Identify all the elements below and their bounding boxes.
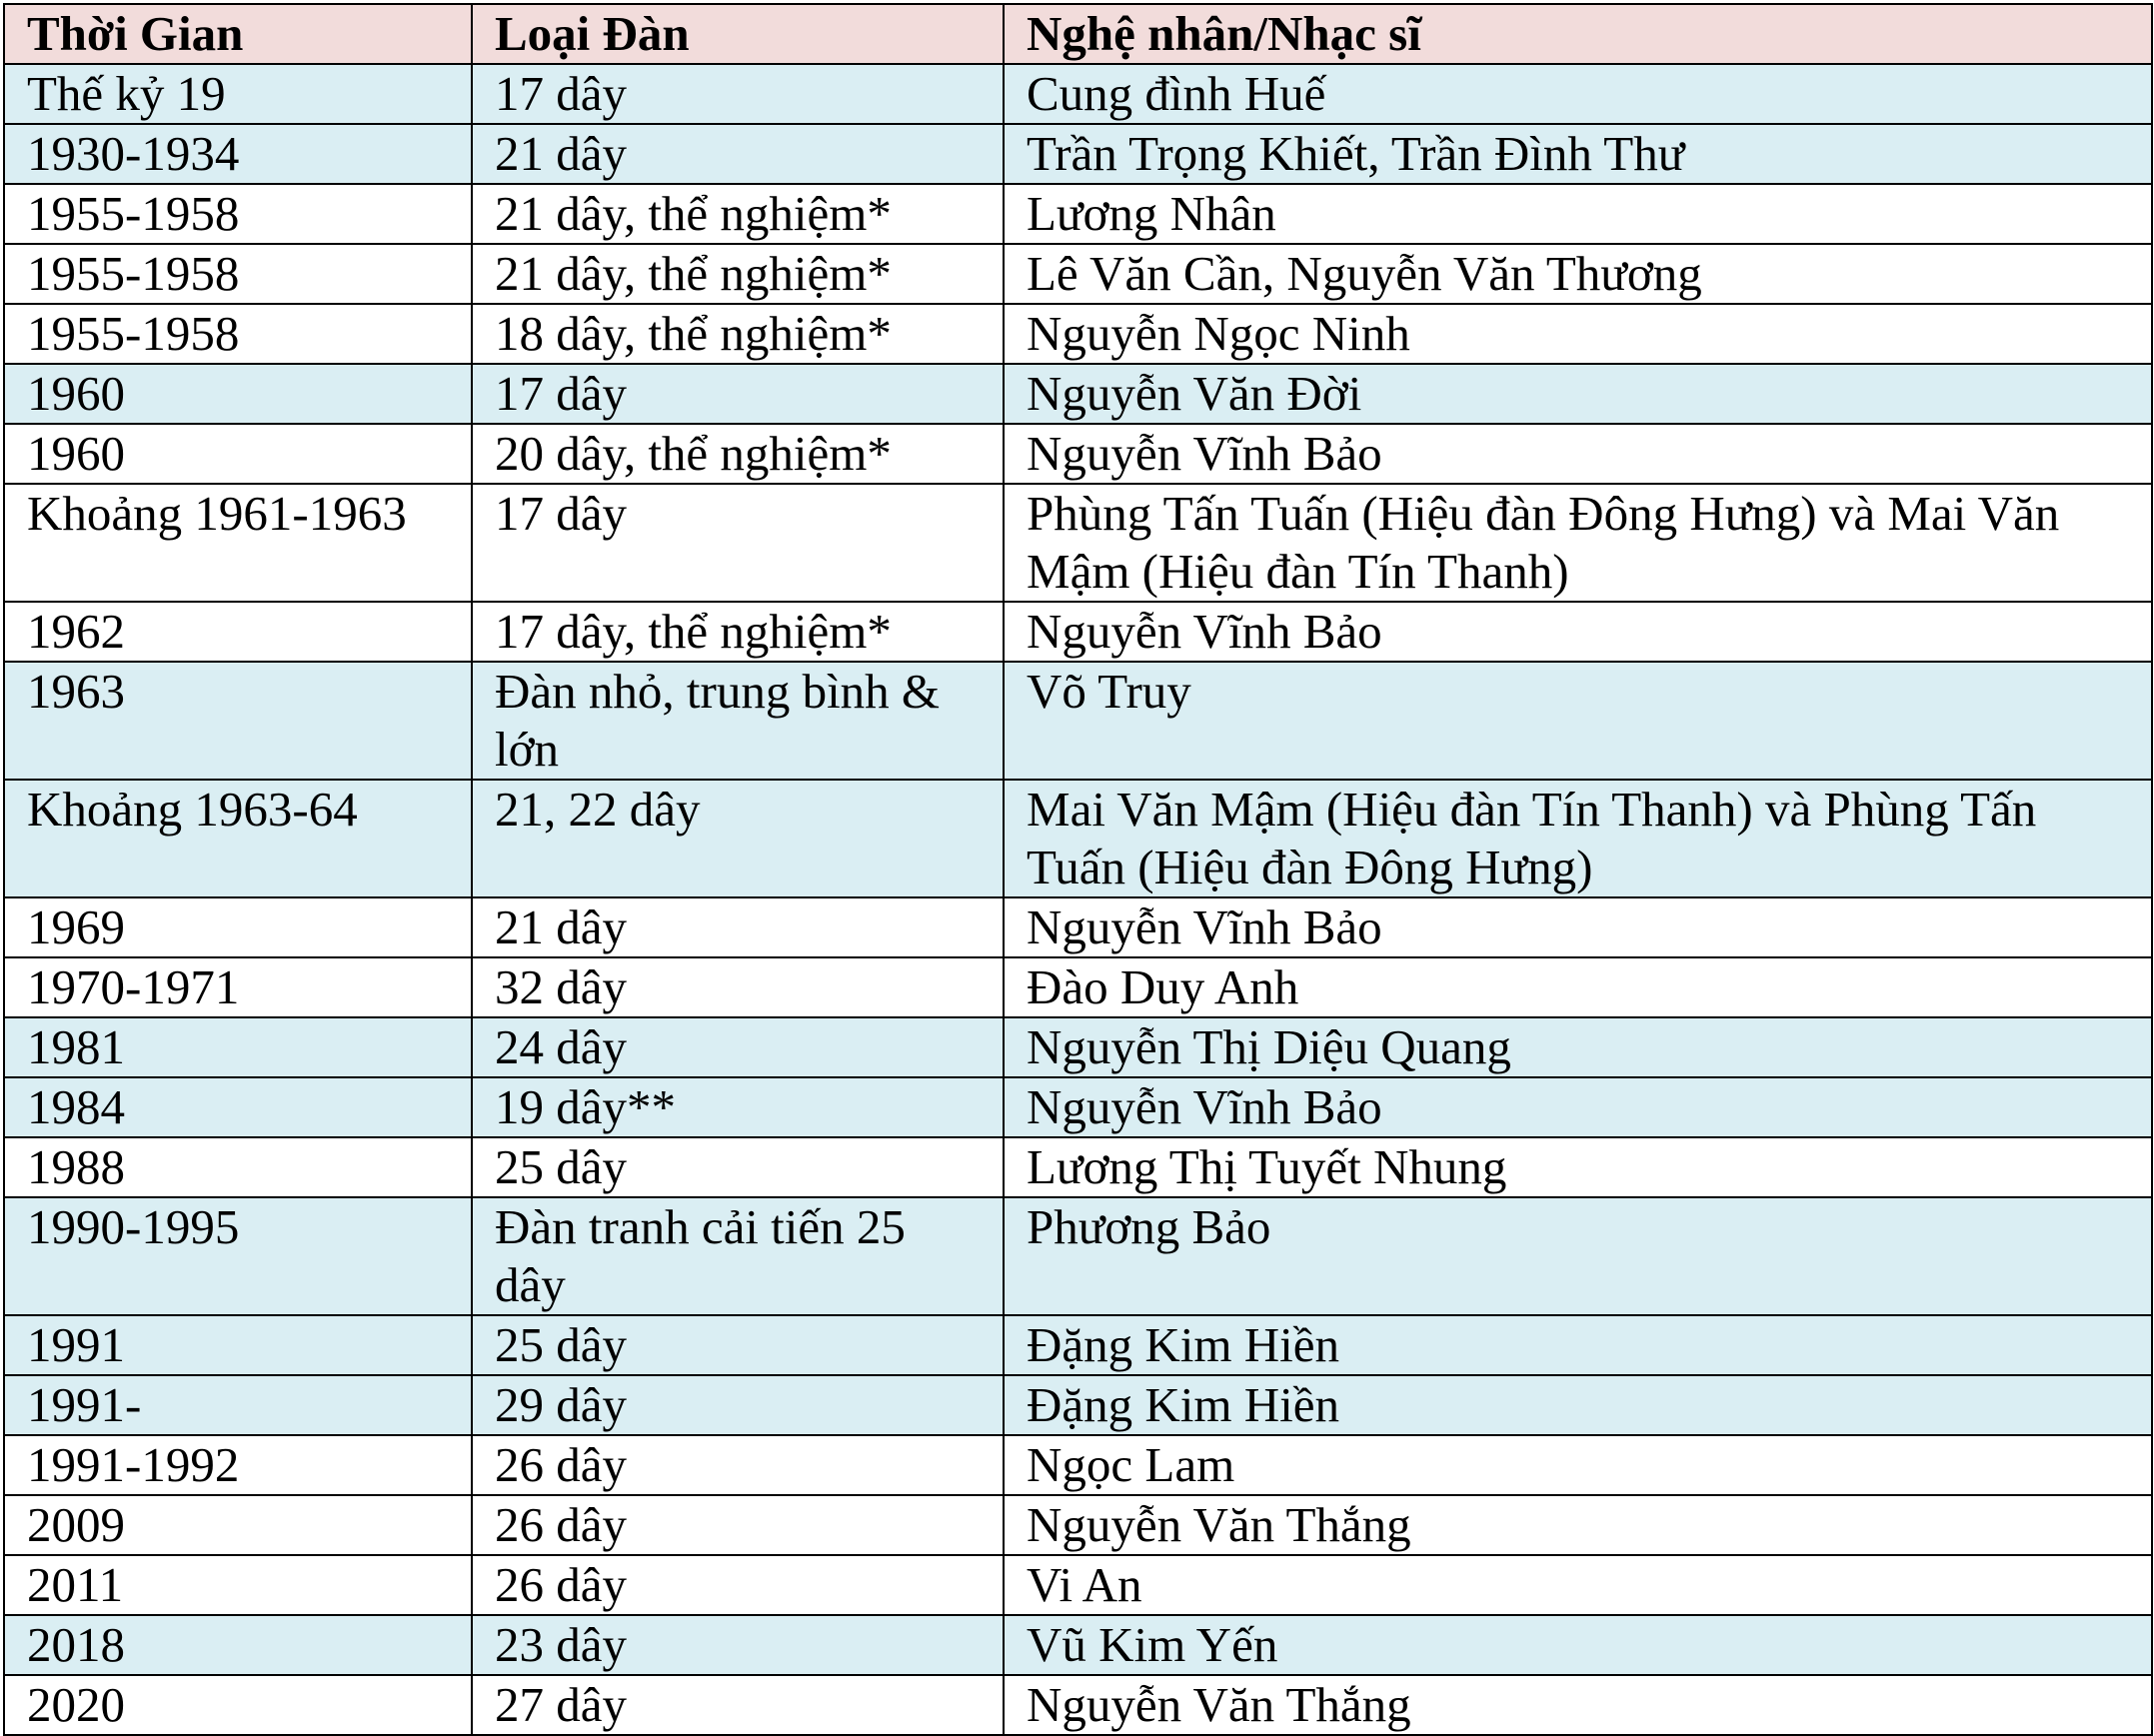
table-row [4,1375,2152,1435]
table-row [4,124,2152,184]
cell-time: 1991-1992 [4,1435,472,1495]
cell-artist: Lê Văn Cần, Nguyễn Văn Thương [1004,244,2152,304]
table-row [4,1435,2152,1495]
cell-instrument-type: 32 dây [472,957,1004,1017]
cell-time: 1930-1934 [4,124,472,184]
cell-time: 1960 [4,424,472,484]
cell-artist: Nguyễn Văn Thắng [1004,1675,2152,1735]
cell-time: 1991- [4,1375,472,1435]
cell-time: 1955-1958 [4,244,472,304]
cell-instrument-type: 19 dây** [472,1077,1004,1137]
cell-instrument-type: 24 dây [472,1017,1004,1077]
cell-instrument-type: 17 dây [472,64,1004,124]
cell-time: Khoảng 1961-1963 [4,484,472,602]
cell-artist: Phùng Tấn Tuấn (Hiệu đàn Đông Hưng) và Mai Văn Mậm (Hiệu đàn Tín Thanh) [1004,484,2152,602]
table-row [4,1315,2152,1375]
cell-instrument-type: 26 dây [472,1435,1004,1495]
cell-time: 1991 [4,1315,472,1375]
cell-artist: Nguyễn Vĩnh Bảo [1004,602,2152,662]
cell-artist: Nguyễn Vĩnh Bảo [1004,424,2152,484]
cell-artist: Lương Nhân [1004,184,2152,244]
cell-artist: Ngọc Lam [1004,1435,2152,1495]
cell-time: 1990-1995 [4,1197,472,1315]
cell-artist: Võ Truy [1004,662,2152,780]
cell-instrument-type: 21 dây [472,897,1004,957]
cell-time: 1988 [4,1137,472,1197]
cell-artist: Nguyễn Thị Diệu Quang [1004,1017,2152,1077]
cell-instrument-type: Đàn tranh cải tiến 25 dây [472,1197,1004,1315]
table-row [4,424,2152,484]
header-instrument-type: Loại Đàn [472,4,1004,64]
cell-artist: Đặng Kim Hiền [1004,1375,2152,1435]
table-row [4,484,2152,602]
cell-artist: Lương Thị Tuyết Nhung [1004,1137,2152,1197]
cell-instrument-type: 23 dây [472,1615,1004,1675]
cell-instrument-type: 18 dây, thể nghiệm* [472,304,1004,364]
header-time: Thời Gian [4,4,472,64]
table-row [4,1197,2152,1315]
table-row [4,64,2152,124]
table-row [4,364,2152,424]
cell-artist: Mai Văn Mậm (Hiệu đàn Tín Thanh) và Phùng Tấn Tuấn (Hiệu đàn Đông Hưng) [1004,780,2152,897]
cell-instrument-type: 21 dây, thể nghiệm* [472,184,1004,244]
cell-artist: Nguyễn Ngọc Ninh [1004,304,2152,364]
header-artist: Nghệ nhân/Nhạc sĩ [1004,4,2152,64]
cell-artist: Nguyễn Vĩnh Bảo [1004,1077,2152,1137]
cell-time: 2020 [4,1675,472,1735]
table-header-row [4,4,2152,64]
table-row [4,304,2152,364]
zither-history-table [3,3,2153,1736]
table-row [4,602,2152,662]
table-row [4,244,2152,304]
cell-instrument-type: 27 dây [472,1675,1004,1735]
cell-artist: Vi An [1004,1555,2152,1615]
table-row [4,1615,2152,1675]
table-row [4,662,2152,780]
cell-time: Khoảng 1963-64 [4,780,472,897]
cell-time: Thế kỷ 19 [4,64,472,124]
cell-time: 1984 [4,1077,472,1137]
cell-time: 2018 [4,1615,472,1675]
cell-instrument-type: 17 dây [472,484,1004,602]
cell-time: 1981 [4,1017,472,1077]
cell-instrument-type: 20 dây, thể nghiệm* [472,424,1004,484]
cell-instrument-type: 25 dây [472,1315,1004,1375]
cell-time: 2009 [4,1495,472,1555]
table-row [4,957,2152,1017]
cell-instrument-type: 17 dây [472,364,1004,424]
cell-time: 1955-1958 [4,304,472,364]
cell-instrument-type: Đàn nhỏ, trung bình & lớn [472,662,1004,780]
cell-artist: Nguyễn Vĩnh Bảo [1004,897,2152,957]
cell-time: 1963 [4,662,472,780]
cell-time: 1970-1971 [4,957,472,1017]
cell-instrument-type: 21 dây [472,124,1004,184]
cell-time: 2011 [4,1555,472,1615]
cell-instrument-type: 25 dây [472,1137,1004,1197]
cell-artist: Cung đình Huế [1004,64,2152,124]
cell-artist: Đặng Kim Hiền [1004,1315,2152,1375]
table-row [4,1077,2152,1137]
cell-artist: Phương Bảo [1004,1197,2152,1315]
cell-instrument-type: 26 dây [472,1495,1004,1555]
table-row [4,1017,2152,1077]
cell-instrument-type: 17 dây, thể nghiệm* [472,602,1004,662]
table-row [4,780,2152,897]
table-row [4,1137,2152,1197]
cell-instrument-type: 21, 22 dây [472,780,1004,897]
cell-artist: Nguyễn Văn Thắng [1004,1495,2152,1555]
cell-instrument-type: 21 dây, thể nghiệm* [472,244,1004,304]
cell-time: 1955-1958 [4,184,472,244]
cell-instrument-type: 29 dây [472,1375,1004,1435]
table-row [4,1495,2152,1555]
cell-artist: Đào Duy Anh [1004,957,2152,1017]
table-row [4,897,2152,957]
table-row [4,1555,2152,1615]
cell-artist: Nguyễn Văn Đời [1004,364,2152,424]
table-row [4,1675,2152,1735]
cell-time: 1962 [4,602,472,662]
cell-artist: Trần Trọng Khiết, Trần Đình Thư [1004,124,2152,184]
cell-time: 1969 [4,897,472,957]
table-row [4,184,2152,244]
cell-artist: Vũ Kim Yến [1004,1615,2152,1675]
cell-time: 1960 [4,364,472,424]
cell-instrument-type: 26 dây [472,1555,1004,1615]
